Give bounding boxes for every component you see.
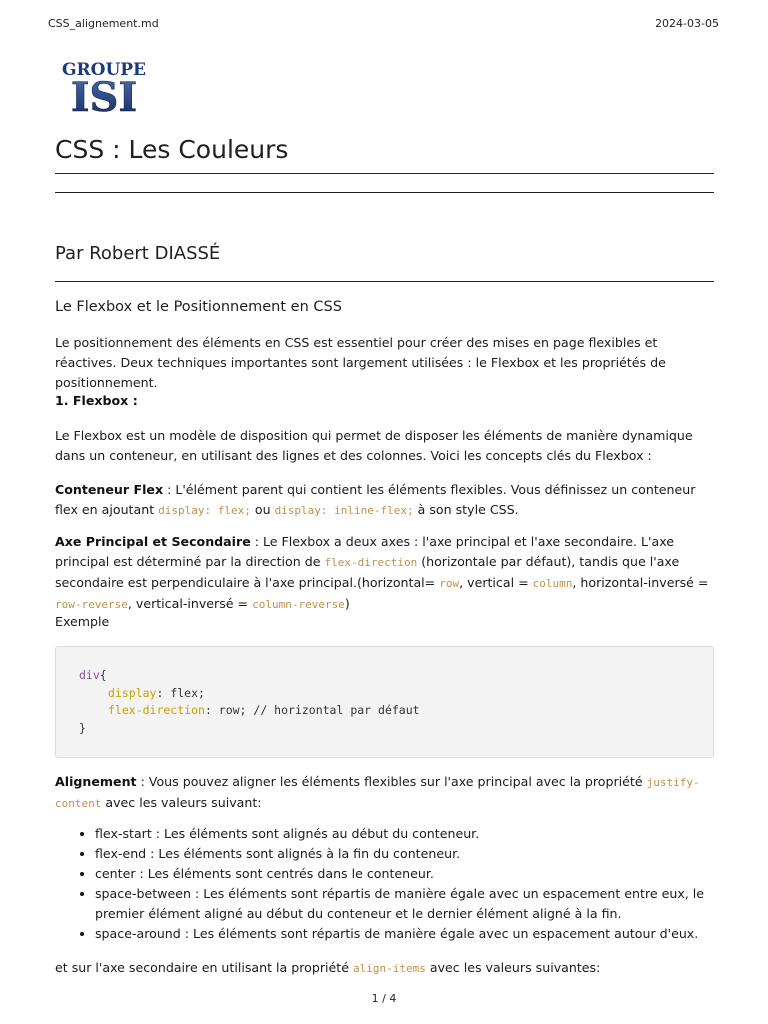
conteneur-flex-paragraph: Conteneur Flex : L'élément parent qui contient les éléments flexibles. Vous définissez un conteneur flex en ajoutant display: flex; ou display: inline-flex; à son style CSS. <box>55 482 696 517</box>
axes-paragraph: Axe Principal et Secondaire : Le Flexbox a deux axes : l'axe principal et l'axe secondaire. L'axe principal est déterminé par la direction de flex-direction (horizontale par défaut), tandis que l'axe secondaire est perpendiculaire à l'axe principal.(horizontal= row, vertical = column, horizontal-inversé = row-reverse, vertical-inversé = column-reverse) <box>55 534 709 611</box>
inline-code: flex-direction <box>324 556 418 569</box>
inline-code: row-reverse <box>55 598 128 611</box>
intro-paragraph: Le positionnement des éléments en CSS est essentiel pour créer des mises en page flexibles et réactives. Deux techniques importantes sont largement utilisées : le Flexbox et les propriétés de positionnement. <box>55 335 666 390</box>
author-underline <box>55 281 714 282</box>
term-axes: Axe Principal et Secondaire <box>55 534 251 549</box>
inline-code: column <box>532 577 573 590</box>
example-label: Exemple <box>55 614 110 629</box>
author-heading: Par Robert DIASSÉ <box>55 243 221 264</box>
list-item: • center : Les éléments sont centrés dans le conteneur. <box>95 864 715 884</box>
document-filename: CSS_alignement.md <box>48 17 159 30</box>
horizontal-rule <box>55 192 714 193</box>
inline-code: column-reverse <box>252 598 345 611</box>
flexbox-description: Le Flexbox est un modèle de disposition qui permet de disposer les éléments de manière dynamique dans un conteneur, en utilisant des lignes et des colonnes. Voici les concepts clés du Flexbox : <box>55 428 693 463</box>
page-title: CSS : Les Couleurs <box>55 135 289 164</box>
term-conteneur-flex: Conteneur Flex <box>55 482 164 497</box>
list-item: • space-around : Les éléments sont répartis de manière égale avec un espacement autour d'eux. <box>95 924 715 944</box>
list-item: • flex-end : Les éléments sont alignés à la fin du conteneur. <box>95 844 715 864</box>
justify-content-values-list <box>55 824 715 944</box>
inline-code: justify-content <box>55 776 700 810</box>
section-title: Le Flexbox et le Positionnement en CSS <box>55 299 342 315</box>
secondary-axis-paragraph: et sur l'axe secondaire en utilisant la propriété align-items avec les valeurs suivantes: <box>55 960 601 975</box>
title-underline <box>55 173 714 174</box>
svg-text:ISI: ISI <box>70 74 138 114</box>
flexbox-heading: 1. Flexbox : <box>55 393 138 408</box>
code-line-3: flex-direction: row; // horizontal par défaut <box>108 703 420 717</box>
document-date: 2024-03-05 <box>655 17 719 30</box>
inline-code: align-items <box>352 962 426 975</box>
code-line-4: } <box>79 721 86 735</box>
svg-text:GROUPE: GROUPE <box>61 60 147 80</box>
code-line-2: display: flex; <box>108 686 205 700</box>
list-item: • flex-start : Les éléments sont alignés au début du conteneur. <box>95 824 715 844</box>
inline-code: display: flex; <box>158 504 251 517</box>
list-item: • space-between : Les éléments sont répartis de manière égale avec un espacement entre eux, le premier élément aligné au début du conteneur et le dernier élément aligné à la fin. <box>95 884 715 924</box>
code-block <box>55 646 714 758</box>
code-line-1: div{ <box>79 668 107 682</box>
inline-code: display: inline-flex; <box>274 504 414 517</box>
inline-code: row <box>439 577 460 590</box>
term-alignement: Alignement <box>55 774 137 789</box>
groupe-isi-logo <box>55 58 153 114</box>
alignement-paragraph: Alignement : Vous pouvez aligner les éléments flexibles sur l'axe principal avec la propriété justify-content avec les valeurs suivant: <box>55 774 700 810</box>
page-number: 1 / 4 <box>371 992 397 1005</box>
